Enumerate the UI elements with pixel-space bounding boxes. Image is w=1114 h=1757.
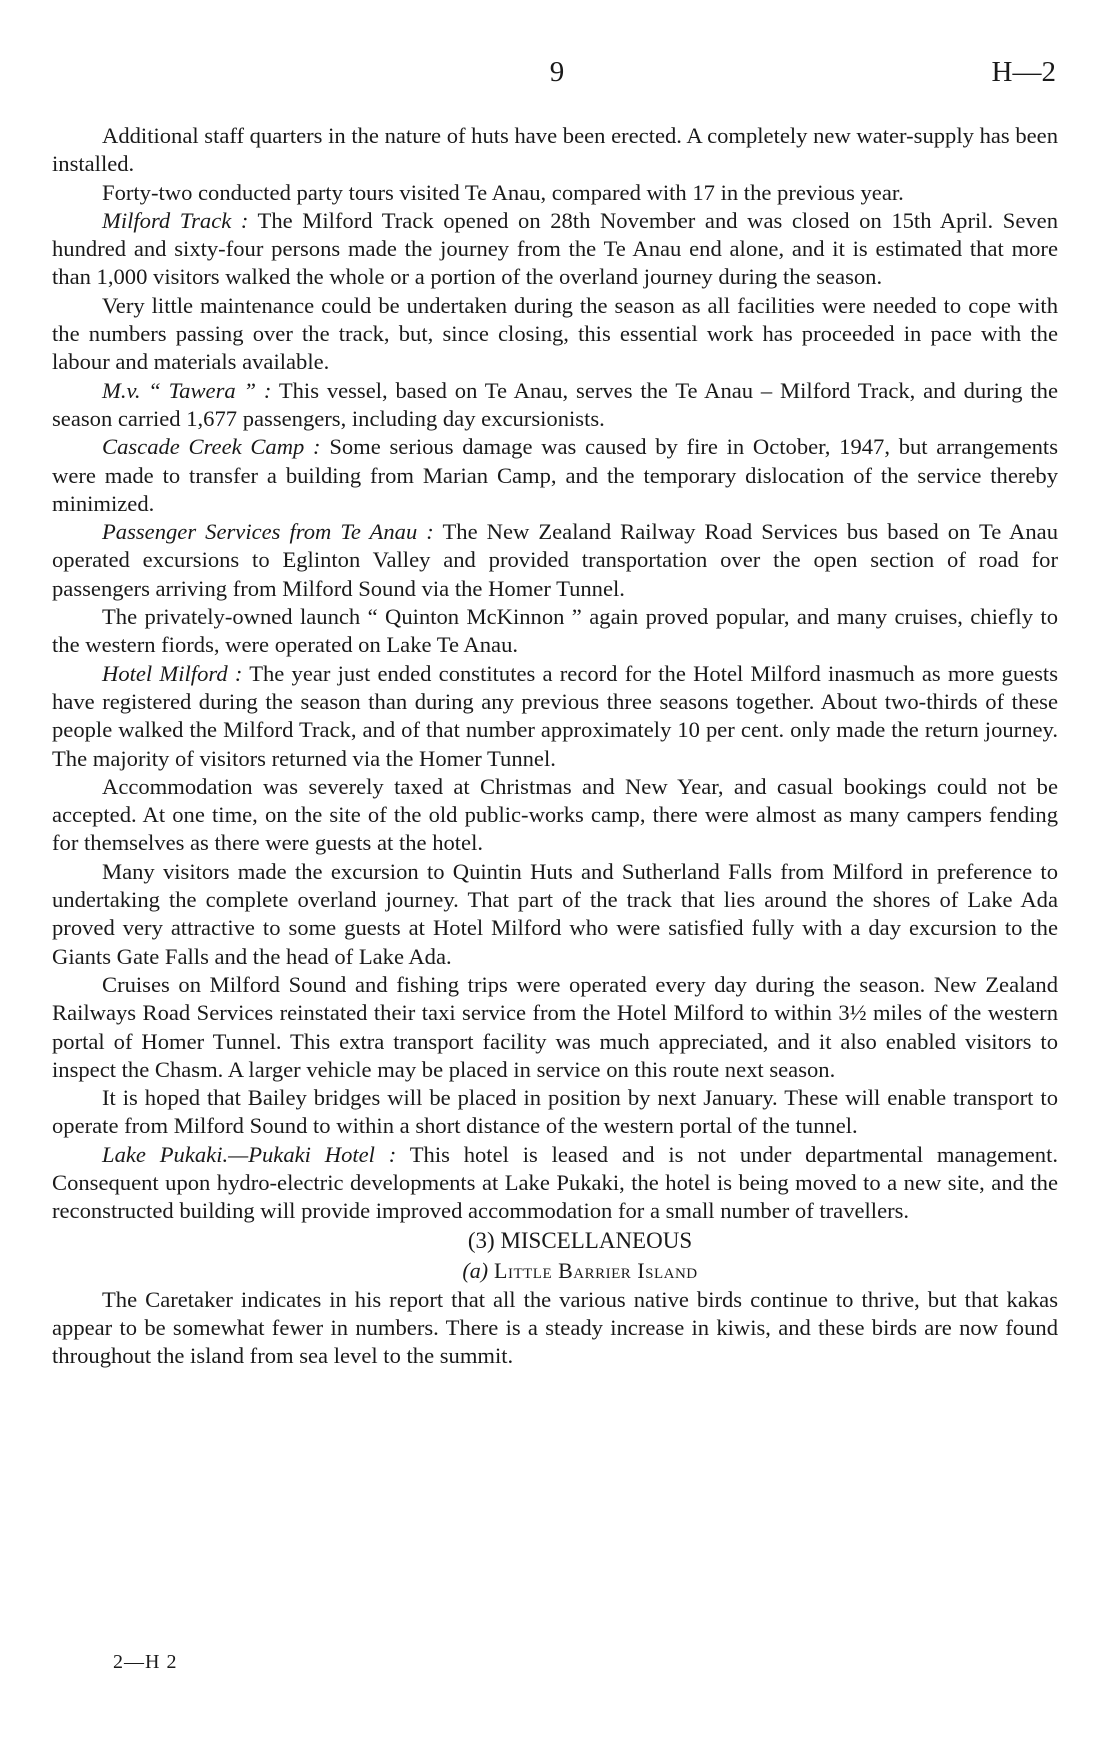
document-reference: H—2 — [991, 56, 1056, 88]
paragraph-text: The New Zealand Railway Road Services bus based on Te Anau operated excursions to Eglinton Valley and provided transportation over the open section of road for passengers arriving from Milford Sound via the Homer Tunnel. — [52, 519, 1058, 601]
paragraph-text: Many visitors made the excursion to Quintin Huts and Sutherland Falls from Milford in preference to undertaking the complete overland journey. That part of the track that lies around the shores of Lake Ada proved very attractive to some guests at Hotel Milford who were satisfied fully with a day excursion to the Giants Gate Falls and the head of Lake Ada. — [52, 858, 1058, 969]
paragraph — [52, 433, 1058, 518]
paragraph-text: This vessel, based on Te Anau, serves the Te Anau – Milford Track, and during the season carried 1,677 passengers, including day excursionists. — [52, 377, 1058, 431]
paragraph-text: It is hoped that Bailey bridges will be placed in position by next January. These will enable transport to operate from Milford Sound to within a short distance of the western portal of the tunnel. — [52, 1085, 1058, 1139]
paragraph-text: Very little maintenance could be undertaken during the season as all facilities were needed to cope with the numbers passing over the track, but, since closing, this essential work has proceeded in pace with the labour and materials available. — [52, 292, 1058, 375]
subsection-title: Little Barrier Island — [488, 1257, 698, 1283]
paragraph — [52, 603, 1058, 660]
paragraph — [52, 773, 1058, 858]
paragraph-text: Forty-two conducted party tours visited Te Anau, compared with 17 in the previous year. — [102, 179, 904, 205]
paragraph-lead: Passenger Services from Te Anau : — [102, 519, 434, 545]
paragraph-text: The privately-owned launch “ Quinton McKinnon ” again proved popular, and many cruises, chiefly to the western fiords, were operated on Lake Te Anau. — [52, 604, 1058, 658]
paragraph — [52, 1141, 1058, 1226]
signature-mark: 2—H 2 — [113, 1651, 178, 1673]
paragraph — [52, 858, 1058, 971]
paragraph-lead: Cascade Creek Camp : — [102, 434, 321, 460]
closing-paragraph: The Caretaker indicates in his report that all the various native birds continue to thrive, but that kakas appear to be somewhat fewer in numbers. There is a steady increase in kiwis, and these birds are now found throughout the island from sea level to the summit. — [52, 1286, 1058, 1369]
paragraph-text: Cruises on Milford Sound and fishing trips were operated every day during the season. New Zealand Railways Road Services reinstated their taxi service from the Hotel Milford to within 3½ miles of the western portal of Homer Tunnel. This extra transport facility was much appreciated, and it also enabled visitors to inspect the Chasm. A larger vehicle may be placed in service on this route next season. — [52, 971, 1058, 1082]
paragraph-lead: Lake Pukaki.—Pukaki Hotel : — [102, 1141, 397, 1167]
paragraph-lead: Milford Track : — [102, 207, 249, 233]
paragraph-list — [52, 122, 1058, 1226]
paragraph-text: The Milford Track opened on 28th November and was closed on 15th April. Seven hundred and sixty-four persons made the journey from the Te Anau end alone, and it is estimated that more than 1,000 visitors walked the whole or a portion of the overland journey during the season. — [52, 207, 1058, 290]
paragraph — [52, 971, 1058, 1084]
paragraph-text: Accommodation was severely taxed at Christmas and New Year, and casual bookings could not be accepted. At one time, on the site of the old public-works camp, there were almost as many campers fending for themselves as there were guests at the hotel. — [52, 773, 1058, 856]
subsection-prefix: (a) — [462, 1257, 489, 1283]
paragraph — [52, 377, 1058, 434]
paragraph — [52, 207, 1058, 292]
paragraph-text: The year just ended constitutes a record for the Hotel Milford inasmuch as more guests have registered during the season than during any previous three seasons together. About two-thirds of these people walked the Milford Track, and of that number approximately 10 per cent. only made the return journey. The majority of visitors returned via the Homer Tunnel. — [52, 660, 1059, 771]
subsection-heading — [52, 1256, 1058, 1286]
page-number: 9 — [549, 56, 565, 88]
section-heading: (3) MISCELLANEOUS — [467, 1227, 693, 1253]
paragraph-lead: Hotel Milford : — [102, 660, 243, 686]
paragraph-lead: M.v. “ Tawera ” : — [102, 377, 272, 403]
paragraph-text: This hotel is leased and is not under departmental management. Consequent upon hydro-electric developments at Lake Pukaki, the hotel is being moved to a new site, and the reconstructed building will provide improved accommodation for a small number of travellers. — [52, 1141, 1059, 1224]
paragraph-text: Additional staff quarters in the nature of huts have been erected. A completely new water-supply has been installed. — [52, 123, 1058, 177]
paragraph — [52, 292, 1058, 377]
paragraph — [52, 179, 1058, 207]
paragraph — [52, 122, 1058, 179]
paragraph — [52, 1084, 1058, 1141]
body-text — [52, 122, 1058, 1370]
paragraph — [52, 660, 1058, 773]
page-header — [0, 56, 1114, 96]
paragraph-text: Some serious damage was caused by fire in October, 1947, but arrangements were made to transfer a building from Marian Camp, and the temporary dislocation of the service thereby minimized. — [52, 434, 1058, 516]
paragraph — [52, 518, 1058, 603]
